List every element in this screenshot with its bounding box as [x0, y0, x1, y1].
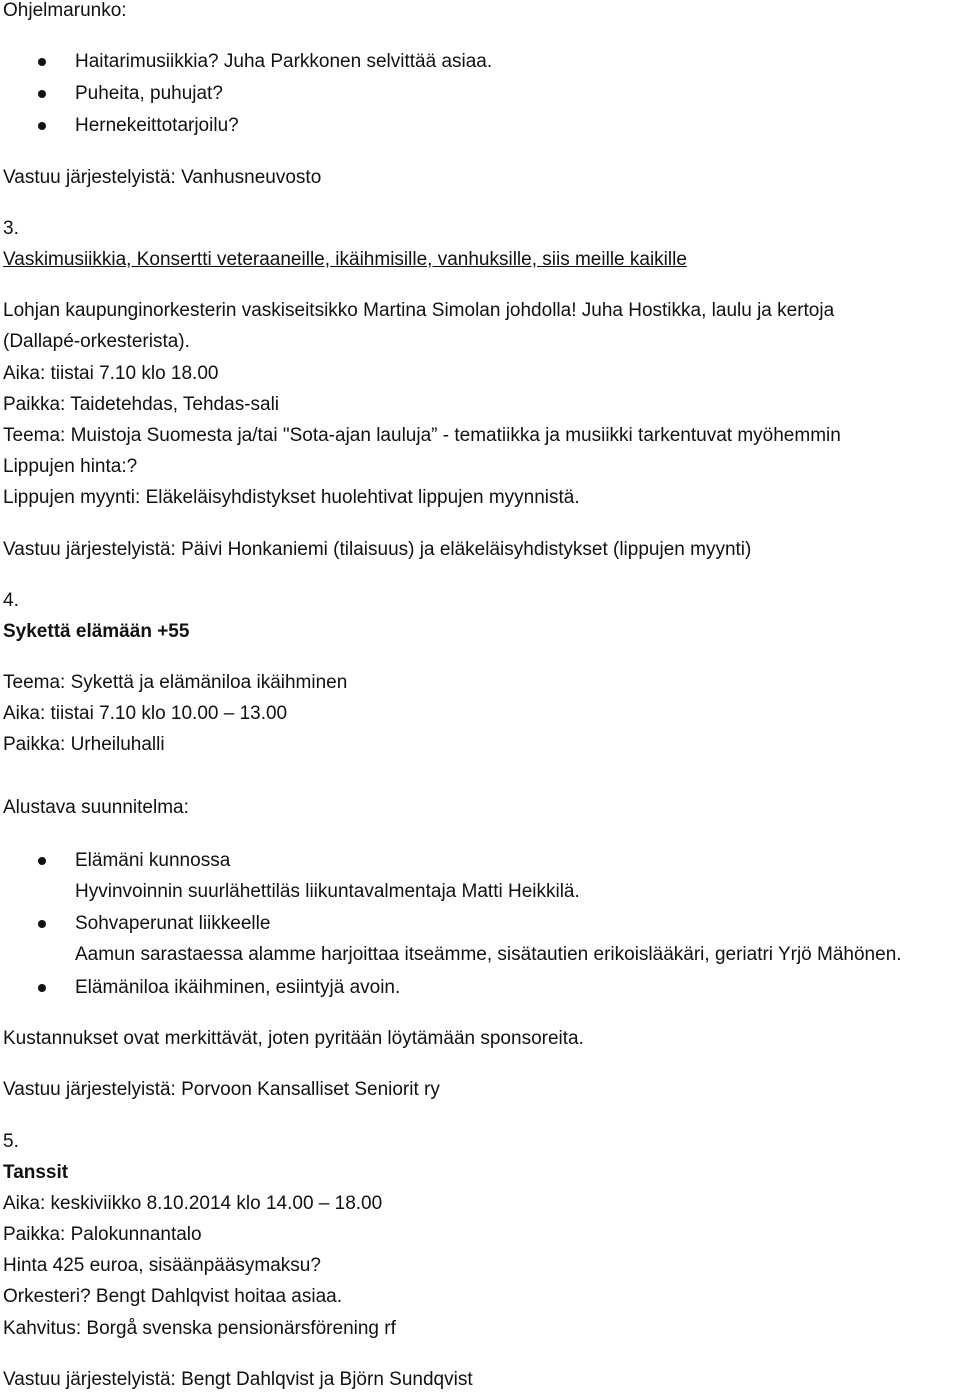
price-line: Lippujen hinta:? [3, 456, 138, 477]
place-line: Paikka: Palokunnantalo [3, 1224, 202, 1245]
responsible-line: Vastuu järjestelyistä: Bengt Dahlqvist ja Björn Sundqvist [3, 1369, 473, 1390]
section-title: Vaskimusiikkia, Konsertti veteraaneille, ikäihmisille, vanhuksille, siis meille kaikille [3, 249, 687, 270]
responsible-line: Vastuu järjestelyistä: Porvoon Kansalliset Seniorit ry [3, 1079, 440, 1100]
theme-line: Teema: Sykettä ja elämäniloa ikäihminen [3, 672, 348, 693]
plan-item-title: Sohvaperunat liikkeelle [75, 913, 271, 934]
orchestra-line: Orkesteri? Bengt Dahlqvist hoitaa asiaa. [3, 1286, 343, 1307]
time-line: Aika: keskiviikko 8.10.2014 klo 14.00 – 18.00 [3, 1193, 383, 1214]
section-number: 4. [3, 590, 19, 611]
time-line: Aika: tiistai 7.10 klo 18.00 [3, 363, 219, 384]
section-number: 5. [3, 1131, 19, 1152]
program-heading: Ohjelmarunko: [3, 0, 127, 21]
bullet-icon [38, 58, 46, 66]
bullet-icon [38, 122, 46, 130]
theme-line: Teema: Muistoja Suomesta ja/tai "Sota-ajan lauluja” - tematiikka ja musiikki tarkentuvat myöhemmin [3, 425, 841, 446]
section-number: 3. [3, 218, 19, 239]
price-line: Hinta 425 euroa, sisäänpääsymaksu? [3, 1255, 321, 1276]
place-line: Paikka: Urheiluhalli [3, 734, 165, 755]
section-title: Sykettä elämään +55 [3, 621, 190, 642]
responsible-line: Vastuu järjestelyistä: Päivi Honkaniemi (tilaisuus) ja eläkeläisyhdistykset (lippujen myynti) [3, 539, 752, 560]
list-item: Hernekeittotarjoilu? [75, 115, 239, 136]
responsible-line: Vastuu järjestelyistä: Vanhusneuvosto [3, 167, 322, 188]
description-line: (Dallapé-orkesterista). [3, 331, 190, 352]
bullet-icon [38, 920, 46, 928]
bullet-icon [38, 857, 46, 865]
section-title: Tanssit [3, 1162, 69, 1183]
plan-item-detail: Aamun sarastaessa alamme harjoittaa itseämme, sisätautien erikoislääkäri, geriatri Yrjö Mähönen. [75, 944, 902, 965]
costs-line: Kustannukset ovat merkittävät, joten pyritään löytämään sponsoreita. [3, 1028, 584, 1049]
plan-item-detail: Hyvinvoinnin suurlähettiläs liikuntavalmentaja Matti Heikkilä. [75, 881, 580, 902]
plan-item-title: Elämäniloa ikäihminen, esiintyjä avoin. [75, 977, 401, 998]
time-line: Aika: tiistai 7.10 klo 10.00 – 13.00 [3, 703, 288, 724]
list-item: Haitarimusiikkia? Juha Parkkonen selvittää asiaa. [75, 51, 493, 72]
coffee-line: Kahvitus: Borgå svenska pensionärsförening rf [3, 1318, 396, 1339]
sales-line: Lippujen myynti: Eläkeläisyhdistykset huolehtivat lippujen myynnistä. [3, 487, 580, 508]
list-item: Puheita, puhujat? [75, 83, 223, 104]
bullet-icon [38, 984, 46, 992]
place-line: Paikka: Taidetehdas, Tehdas-sali [3, 394, 280, 415]
description-line: Lohjan kaupunginorkesterin vaskiseitsikko Martina Simolan johdolla! Juha Hostikka, laulu ja kertoja [3, 300, 835, 321]
plan-item-title: Elämäni kunnossa [75, 850, 231, 871]
plan-heading: Alustava suunnitelma: [3, 797, 189, 818]
bullet-icon [38, 90, 46, 98]
